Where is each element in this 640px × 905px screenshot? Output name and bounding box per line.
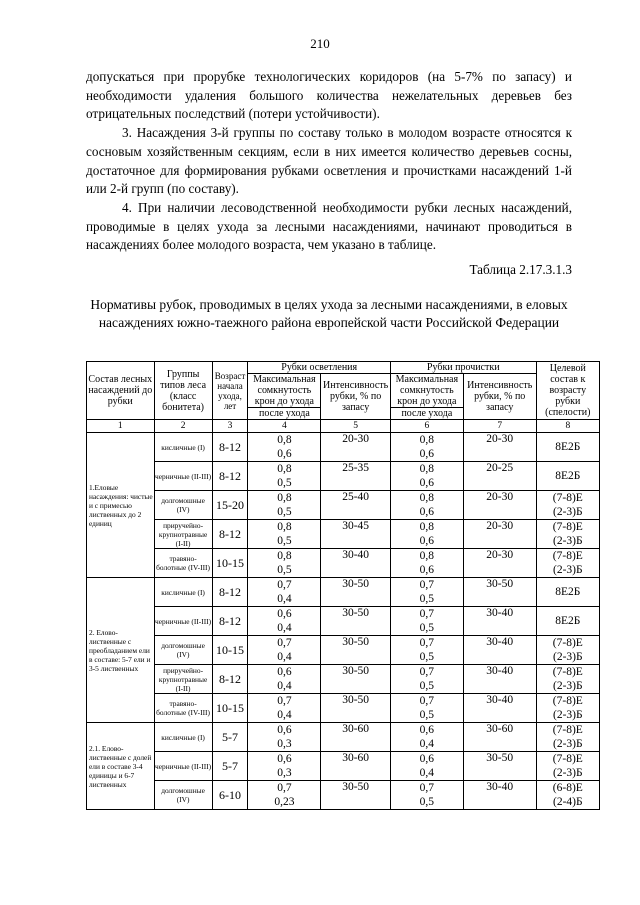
lightening-density [248, 433, 321, 462]
body-text [86, 68, 572, 255]
lightening-intensity: 30-45 [321, 520, 391, 549]
forest-type-cell: приручейно-крупнотравные (I-II) [154, 665, 212, 694]
cleaning-intensity: 30-40 [463, 694, 536, 723]
target-composition [536, 520, 599, 549]
composition-cell: 2.1. Елово-лиственные с долей ели в составе 3-4 единицы и 6-7 лиственных [87, 723, 155, 810]
cleaning-intensity: 20-30 [463, 549, 536, 578]
table-row [87, 636, 600, 665]
header-forest-type: Группы типов леса (класс бонитета) [154, 362, 212, 420]
paragraph: 3. Насаждения 3-й группы по составу только в молодом возрасте относятся к сосновым хозяйственным секциям, если в них имеется количество деревьев сосны, достаточное для формирования рубками осветления и прочистками насаждений 1-й или 2-й групп (по составу). [86, 125, 572, 197]
lightening-density-after: 0,4 [277, 651, 292, 663]
age-cell: 5-7 [212, 723, 248, 752]
lightening-density-after: 0,4 [277, 622, 292, 634]
lightening-density-before: 0,6 [277, 608, 292, 620]
cleaning-intensity: 20-30 [463, 520, 536, 549]
table-row [87, 781, 600, 810]
target-composition [536, 694, 599, 723]
table-row [87, 462, 600, 491]
header-after-care: после ухода [248, 408, 321, 420]
lightening-density-after: 0,5 [277, 506, 292, 518]
header-lightening: Рубки осветления [248, 362, 390, 374]
forest-type-cell: долгомошные (IV) [154, 491, 212, 520]
cleaning-density-before: 0,6 [419, 724, 435, 736]
age-cell: 10-15 [212, 694, 248, 723]
cleaning-density-after: 0,6 [419, 506, 435, 518]
table-row [87, 723, 600, 752]
column-number: 6 [390, 420, 463, 433]
target-composition: 8Е2Б [536, 607, 599, 636]
lightening-density-before: 0,8 [277, 463, 292, 475]
table-row [87, 520, 600, 549]
column-number: 8 [536, 420, 599, 433]
cleaning-density-before: 0,8 [419, 550, 435, 562]
composition-cell: 1.Еловые насаждения: чистые и с примесью лиственных до 2 единиц [87, 433, 155, 578]
target-composition-line: (7-8)Е [552, 637, 583, 649]
header-max-density: Максимальная сомкнутость крон до ухода [390, 374, 463, 408]
header-cleaning: Рубки прочистки [390, 362, 536, 374]
lightening-density-after: 0,3 [277, 767, 292, 779]
target-composition-line: (7-8)Е [552, 724, 583, 736]
column-number: 4 [248, 420, 321, 433]
header-target: Целевой состав к возрасту рубки (спелости) [536, 362, 599, 420]
cleaning-density-before: 0,7 [419, 695, 435, 707]
cleaning-density [390, 491, 463, 520]
lightening-intensity: 30-50 [321, 578, 391, 607]
header-max-density: Максимальная сомкнутость крон до ухода [248, 374, 321, 408]
forest-type-cell: приручейно-крупнотравные (I-II) [154, 520, 212, 549]
target-composition [536, 723, 599, 752]
header-composition: Состав лесных насаждений до рубки [87, 362, 155, 420]
lightening-density [248, 781, 321, 810]
table-row [87, 694, 600, 723]
target-composition-line: (7-8)Е [552, 521, 583, 533]
paragraph: 4. При наличии лесоводственной необходимости рубки лесных насаждений, проводимые в целях ухода за лесными насаждениями, начинают проводиться в насаждениях более молодого возраста, чем указано в таблице. [86, 199, 572, 253]
forest-type-cell: долгомошные (IV) [154, 781, 212, 810]
cleaning-density-after: 0,4 [419, 767, 435, 779]
age-cell: 15-20 [212, 491, 248, 520]
table-row [87, 578, 600, 607]
target-composition-line: (7-8)Е [552, 666, 583, 678]
cleaning-density [390, 462, 463, 491]
target-composition [536, 491, 599, 520]
header-intensity: Интенсивность рубки, % по запасу [321, 374, 391, 420]
cleaning-density [390, 752, 463, 781]
age-cell: 8-12 [212, 462, 248, 491]
table-row [87, 607, 600, 636]
cleaning-intensity: 20-30 [463, 491, 536, 520]
cleaning-intensity: 30-40 [463, 781, 536, 810]
lightening-density-before: 0,6 [277, 753, 292, 765]
lightening-density-after: 0,5 [277, 535, 292, 547]
lightening-density-after: 0,5 [277, 564, 292, 576]
column-numbers-row [87, 420, 600, 433]
target-composition-line: (2-3)Б [553, 709, 583, 721]
lightening-density-before: 0,7 [277, 637, 292, 649]
header-age: Возраст начала ухода, лет [212, 362, 248, 420]
target-composition-line: (2-3)Б [553, 767, 583, 779]
column-number: 3 [212, 420, 248, 433]
cleaning-density-after: 0,6 [419, 448, 435, 460]
table-row [87, 752, 600, 781]
cleaning-intensity: 30-40 [463, 636, 536, 665]
lightening-intensity: 25-35 [321, 462, 391, 491]
age-cell: 8-12 [212, 520, 248, 549]
forest-type-cell: кисличные (I) [154, 433, 212, 462]
table-body [87, 433, 600, 810]
lightening-intensity: 30-50 [321, 694, 391, 723]
forest-type-cell: травяно-болотные (IV-III) [154, 694, 212, 723]
composition-cell: 2. Елово-лиственные с преобладанием ели в составе: 5-7 ели и 3-5 лиственных [87, 578, 155, 723]
target-composition-line: (7-8)Е [552, 695, 583, 707]
lightening-intensity: 30-50 [321, 636, 391, 665]
cleaning-density-after: 0,5 [419, 680, 435, 692]
target-composition [536, 636, 599, 665]
table-row [87, 491, 600, 520]
lightening-intensity: 30-50 [321, 781, 391, 810]
column-number: 7 [463, 420, 536, 433]
lightening-intensity: 30-50 [321, 665, 391, 694]
target-composition-line: (2-3)Б [553, 651, 583, 663]
age-cell: 8-12 [212, 578, 248, 607]
target-composition-line: (2-3)Б [553, 506, 583, 518]
target-composition-line: (2-3)Б [553, 680, 583, 692]
lightening-density [248, 491, 321, 520]
lightening-intensity: 20-30 [321, 433, 391, 462]
target-composition-line: (7-8)Е [552, 753, 583, 765]
lightening-intensity: 30-60 [321, 752, 391, 781]
lightening-density-after: 0,23 [274, 796, 295, 808]
cleaning-density [390, 636, 463, 665]
cleaning-density [390, 549, 463, 578]
column-number: 1 [87, 420, 155, 433]
lightening-density [248, 636, 321, 665]
lightening-density-after: 0,4 [277, 709, 292, 721]
table-row [87, 433, 600, 462]
target-composition: 8Е2Б [536, 433, 599, 462]
lightening-density-after: 0,6 [277, 448, 292, 460]
lightening-density-before: 0,6 [277, 666, 292, 678]
lightening-density [248, 578, 321, 607]
cleaning-density-before: 0,7 [419, 579, 435, 591]
cleaning-density-after: 0,5 [419, 622, 435, 634]
cleaning-density-after: 0,5 [419, 651, 435, 663]
cleaning-density-after: 0,6 [419, 564, 435, 576]
cleaning-density [390, 781, 463, 810]
cleaning-density-before: 0,8 [419, 434, 435, 446]
table-row [87, 549, 600, 578]
lightening-density [248, 462, 321, 491]
column-number: 2 [154, 420, 212, 433]
paragraph: допускаться при прорубке технологических коридоров (на 5-7% по запасу) и необходимости удаления большого количества нежелательных деревьев без отрицательных последствий (потери устойчивости). [86, 69, 572, 122]
forest-type-cell: травяно-болотные (IV-III) [154, 549, 212, 578]
lightening-density [248, 520, 321, 549]
age-cell: 8-12 [212, 607, 248, 636]
lightening-density-after: 0,4 [277, 593, 292, 605]
lightening-density [248, 752, 321, 781]
target-composition-line: (7-8)Е [552, 492, 583, 504]
target-composition-line: (2-3)Б [553, 564, 583, 576]
cleaning-intensity: 30-50 [463, 752, 536, 781]
column-number: 5 [321, 420, 391, 433]
age-cell: 5-7 [212, 752, 248, 781]
lightening-intensity: 30-40 [321, 549, 391, 578]
cleaning-density-before: 0,7 [419, 637, 435, 649]
age-cell: 8-12 [212, 433, 248, 462]
age-cell: 6-10 [212, 781, 248, 810]
cleaning-density [390, 694, 463, 723]
lightening-density [248, 694, 321, 723]
cleaning-density-after: 0,6 [419, 535, 435, 547]
lightening-density-after: 0,3 [277, 738, 292, 750]
cleaning-density-before: 0,6 [419, 753, 435, 765]
target-composition: 8Е2Б [536, 578, 599, 607]
cleaning-density-after: 0,4 [419, 738, 435, 750]
page-number: 210 [310, 36, 330, 51]
cleaning-density-after: 0,5 [419, 709, 435, 721]
lightening-density [248, 665, 321, 694]
cleaning-intensity: 20-25 [463, 462, 536, 491]
lightening-density-before: 0,7 [277, 695, 292, 707]
forest-type-cell: долгомошные (IV) [154, 636, 212, 665]
forest-type-cell: кисличные (I) [154, 723, 212, 752]
cleaning-density [390, 433, 463, 462]
cleaning-density-before: 0,7 [419, 608, 435, 620]
target-composition-line: (2-3)Б [553, 738, 583, 750]
lightening-density-before: 0,8 [277, 434, 292, 446]
cleaning-density-before: 0,8 [419, 463, 435, 475]
cleaning-intensity: 30-60 [463, 723, 536, 752]
norms-table [86, 361, 600, 810]
cleaning-intensity: 20-30 [463, 433, 536, 462]
target-composition-line: (2-3)Б [553, 535, 583, 547]
table-row [87, 665, 600, 694]
forest-type-cell: кисличные (I) [154, 578, 212, 607]
lightening-intensity: 25-40 [321, 491, 391, 520]
lightening-intensity: 30-60 [321, 723, 391, 752]
header-after-care: после ухода [390, 408, 463, 420]
cleaning-density-before: 0,7 [419, 666, 435, 678]
forest-type-cell: черничные (II-III) [154, 752, 212, 781]
cleaning-density-before: 0,8 [419, 492, 435, 504]
cleaning-density-after: 0,6 [419, 477, 435, 489]
target-composition [536, 665, 599, 694]
lightening-density [248, 723, 321, 752]
lightening-density [248, 607, 321, 636]
target-composition [536, 549, 599, 578]
lightening-intensity: 30-50 [321, 607, 391, 636]
target-composition: 8Е2Б [536, 462, 599, 491]
lightening-density-before: 0,7 [277, 782, 292, 794]
forest-type-cell: черничные (II-III) [154, 607, 212, 636]
cleaning-density-before: 0,7 [419, 782, 435, 794]
age-cell: 8-12 [212, 665, 248, 694]
lightening-density-after: 0,4 [277, 680, 292, 692]
header-intensity: Интенсивность рубки, % по запасу [463, 374, 536, 420]
cleaning-density-before: 0,8 [419, 521, 435, 533]
cleaning-intensity: 30-40 [463, 607, 536, 636]
lightening-density-after: 0,5 [277, 477, 292, 489]
cleaning-density [390, 723, 463, 752]
age-cell: 10-15 [212, 636, 248, 665]
cleaning-density-after: 0,5 [419, 593, 435, 605]
target-composition-line: (7-8)Е [552, 550, 583, 562]
cleaning-density [390, 520, 463, 549]
cleaning-density [390, 607, 463, 636]
age-cell: 10-15 [212, 549, 248, 578]
lightening-density-before: 0,8 [277, 521, 292, 533]
target-composition-line: (6-8)Е [552, 782, 583, 794]
table-caption: Нормативы рубок, проводимых в целях ухода за лесными насаждениями, в еловых насаждениях южно-таежного района европейской части Российской Федерации [90, 297, 568, 330]
cleaning-density [390, 578, 463, 607]
table-label: Таблица 2.17.3.1.3 [469, 262, 572, 277]
target-composition-line: (2-4)Б [553, 796, 583, 808]
lightening-density [248, 549, 321, 578]
lightening-density-before: 0,6 [277, 724, 292, 736]
forest-type-cell: черничные (II-III) [154, 462, 212, 491]
lightening-density-before: 0,7 [277, 579, 292, 591]
lightening-density-before: 0,8 [277, 492, 292, 504]
cleaning-intensity: 30-40 [463, 665, 536, 694]
cleaning-density-after: 0,5 [419, 796, 435, 808]
target-composition [536, 781, 599, 810]
lightening-density-before: 0,8 [277, 550, 292, 562]
cleaning-intensity: 30-50 [463, 578, 536, 607]
cleaning-density [390, 665, 463, 694]
target-composition [536, 752, 599, 781]
